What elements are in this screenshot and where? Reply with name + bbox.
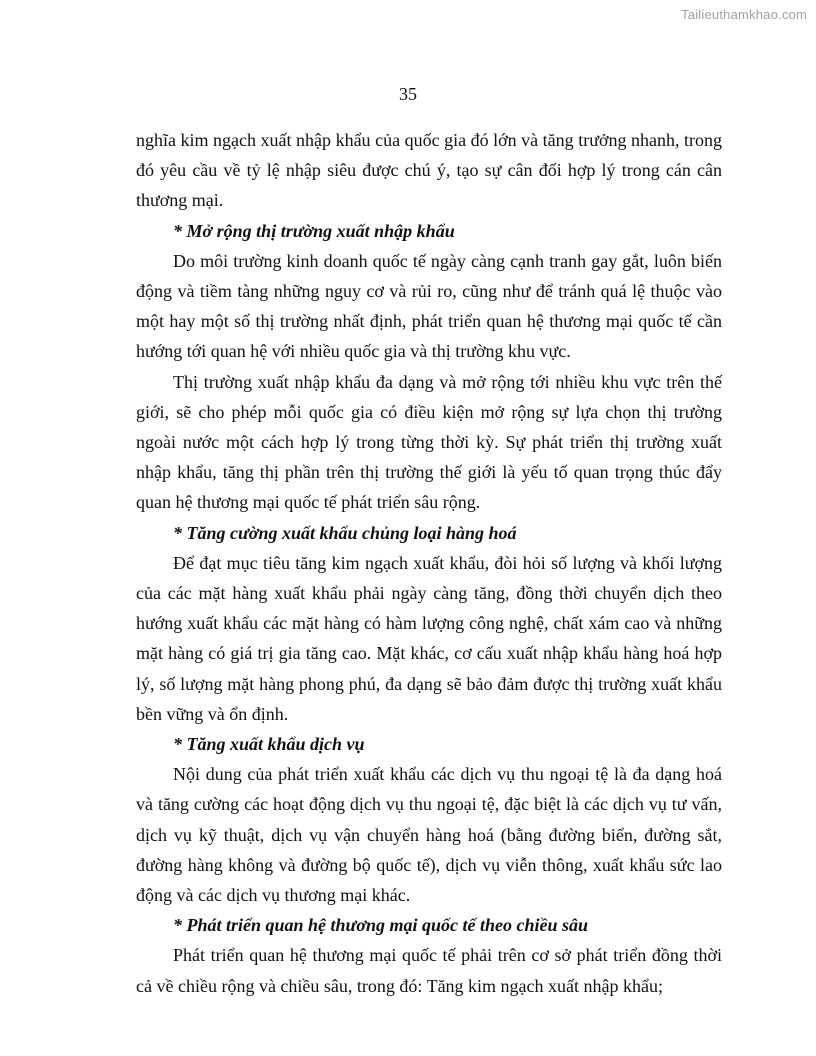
section-heading: * Phát triển quan hệ thương mại quốc tế theo chiều sâu [173, 915, 589, 936]
watermark: Tailieuthamkhao.com [681, 7, 807, 22]
paragraph: Nội dung của phát triển xuất khẩu các dịch vụ thu ngoại tệ là đa dạng hoá và tăng cường các hoạt động dịch vụ thu ngoại tệ, đặc biệt là các dịch vụ tư vấn, dịch vụ kỹ thuật, dịch vụ vận chuyển hàng hoá (bằng đường biển, đường sắt, đường hàng không và đường bộ quốc tế), dịch vụ viễn thông, xuất khẩu sức lao động và các dịch vụ thương mại khác. [136, 764, 722, 906]
section-heading: * Tăng cường xuất khẩu chủng loại hàng hoá [173, 522, 517, 543]
paragraph: nghĩa kim ngạch xuất nhập khẩu của quốc gia đó lớn và tăng trưởng nhanh, trong đó yêu cầu về tỷ lệ nhập siêu được chú ý, tạo sự cân đối hợp lý trong cán cân thương mại. [136, 130, 722, 211]
page-number: 35 [399, 84, 417, 104]
section-heading: * Mở rộng thị trường xuất nhập khẩu [173, 220, 455, 241]
paragraph: Do môi trường kinh doanh quốc tế ngày càng cạnh tranh gay gắt, luôn biến động và tiềm tàng những nguy cơ và rủi ro, cũng như để tránh quá lệ thuộc vào một hay một số thị trường nhất định, phát triển quan hệ thương mại quốc tế cần hướng tới quan hệ với nhiều quốc gia và thị trường khu vực. [136, 250, 722, 362]
paragraph: Thị trường xuất nhập khẩu đa dạng và mở rộng tới nhiều khu vực trên thế giới, sẽ cho phép mỗi quốc gia có điều kiện mở rộng sự lựa chọn thị trường ngoài nước một cách hợp lý trong từng thời kỳ. Sự phát triển thị trường xuất nhập khẩu, tăng thị phần trên thị trường thế giới là yếu tố quan trọng thúc đẩy quan hệ thương mại quốc tế phát triển sâu rộng. [136, 371, 722, 513]
paragraph: Để đạt mục tiêu tăng kim ngạch xuất khẩu, đòi hỏi số lượng và khối lượng của các mặt hàng xuất khẩu phải ngày càng tăng, đồng thời chuyển dịch theo hướng xuất khẩu các mặt hàng có hàm lượng công nghệ, chất xám cao và những mặt hàng có giá trị gia tăng cao. Mặt khác, cơ cấu xuất nhập khẩu hàng hoá hợp lý, số lượng mặt hàng phong phú, đa dạng sẽ bảo đảm được thị trường xuất khẩu bền vững và ổn định. [136, 552, 722, 724]
document-body [136, 125, 722, 1001]
section-heading: * Tăng xuất khẩu dịch vụ [173, 734, 365, 755]
paragraph: Phát triển quan hệ thương mại quốc tế phải trên cơ sở phát triển đồng thời cả về chiều rộng và chiều sâu, trong đó: Tăng kim ngạch xuất nhập khẩu; [136, 945, 722, 996]
